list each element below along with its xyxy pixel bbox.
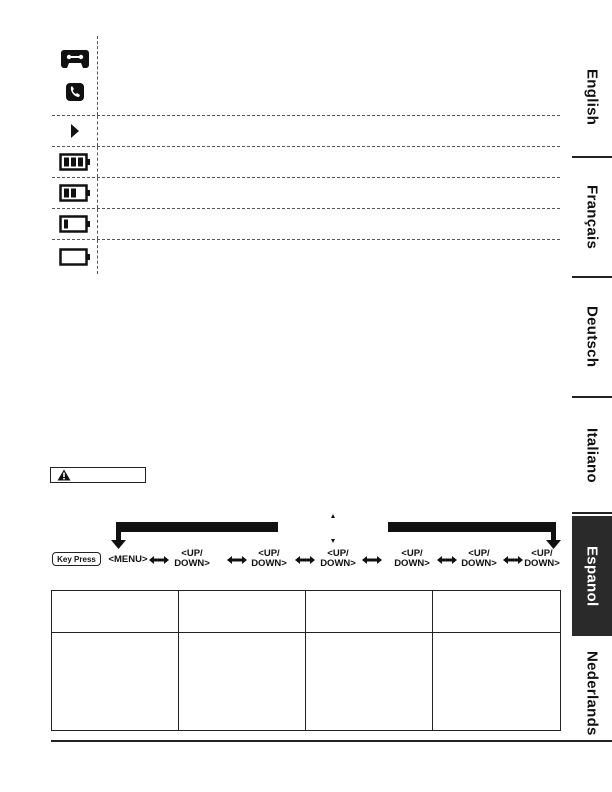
flow-row: [52, 547, 564, 573]
table-row: [52, 633, 561, 731]
table-cell: [433, 633, 561, 731]
icon-row-battery-one-third: [52, 209, 560, 240]
cassette-icon: [60, 49, 90, 69]
down-caret-icon: [331, 539, 335, 543]
table-header-row: [52, 591, 561, 633]
table-cell: [178, 591, 306, 633]
double-arrow-icon: [503, 556, 523, 564]
up-down-label: <UP/ DOWN>: [394, 548, 430, 569]
double-arrow-icon: [227, 556, 247, 564]
tab-english[interactable]: English: [572, 38, 612, 158]
battery-two-thirds-icon: [59, 184, 91, 202]
up-down-label: <UP/ DOWN>: [524, 548, 560, 569]
up-down-label: <UP/ DOWN>: [461, 548, 497, 569]
caution-box: [50, 467, 146, 483]
flow-arrows: [50, 508, 562, 550]
table-cell: [306, 633, 433, 731]
battery-one-third-icon: [59, 215, 91, 233]
icon-row-battery-two-thirds: [52, 178, 560, 209]
bottom-rule: [51, 740, 612, 742]
table-cell: [178, 633, 306, 731]
menu-key-label: <MENU>: [108, 554, 148, 565]
key-press-badge: Key Press: [52, 552, 101, 566]
phone-icon: [65, 82, 85, 102]
battery-full-icon: [59, 153, 91, 171]
tab-italiano[interactable]: Italiano: [572, 398, 612, 514]
icon-row-play: [52, 116, 560, 147]
up-down-label: <UP/ DOWN>: [174, 548, 210, 569]
up-caret-icon: [331, 514, 335, 518]
table-cell: [52, 633, 179, 731]
language-tabs: [572, 38, 612, 748]
icon-row-battery-full: [52, 147, 560, 178]
tab-nederlands[interactable]: Nederlands: [583, 650, 601, 736]
warning-icon: [57, 469, 71, 481]
icon-row-recording: [52, 36, 560, 116]
battery-empty-icon: [59, 248, 91, 266]
table-cell: [306, 591, 433, 633]
table-cell: [52, 591, 179, 633]
double-arrow-icon: [437, 556, 457, 564]
icon-row-battery-empty: [52, 240, 560, 274]
play-icon: [70, 123, 80, 139]
tab-deutsch[interactable]: Deutsch: [572, 278, 612, 398]
double-arrow-icon: [149, 556, 169, 564]
double-arrow-icon: [295, 556, 315, 564]
double-arrow-icon: [362, 556, 382, 564]
up-down-label: <UP/ DOWN>: [251, 548, 287, 569]
icon-legend-table: [52, 36, 560, 274]
settings-table: [51, 590, 561, 731]
tab-francais[interactable]: Français: [572, 158, 612, 278]
up-down-label: <UP/ DOWN>: [320, 548, 356, 569]
tab-espanol[interactable]: Espanol: [572, 516, 612, 636]
table-cell: [433, 591, 561, 633]
